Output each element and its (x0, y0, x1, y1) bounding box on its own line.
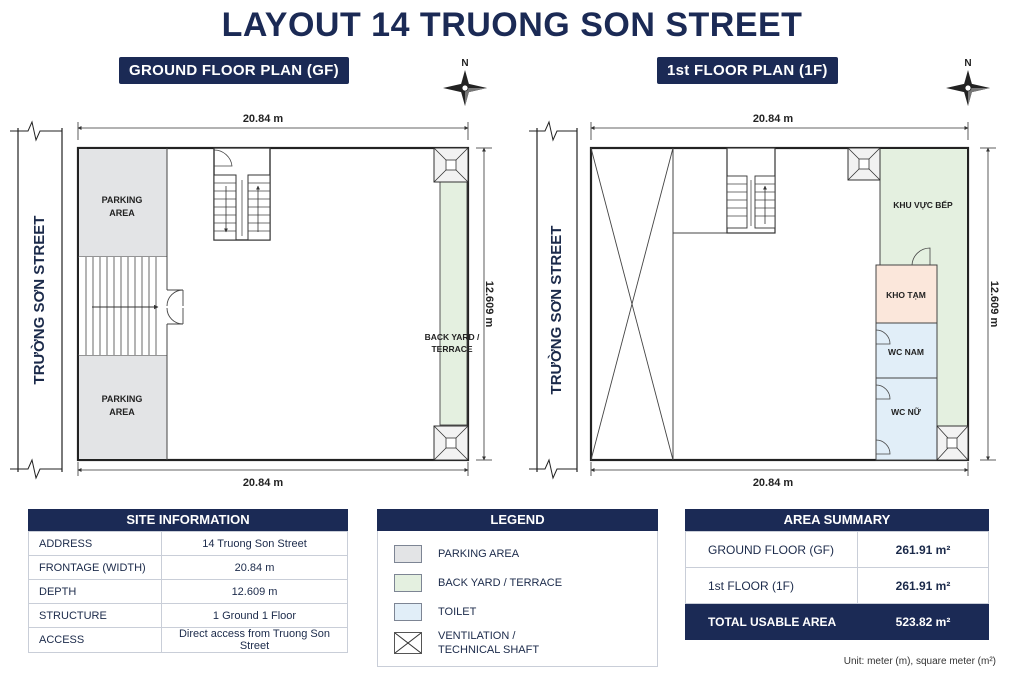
ff-wc-male-label: WC NAM (888, 347, 924, 357)
ff-street-label: TRƯỜNG SƠN STREET (547, 225, 565, 395)
site-info-key: STRUCTURE (29, 604, 162, 628)
gf-parking-top-label-2: AREA (109, 208, 135, 218)
ff-kitchen-label: KHU VỰC BẾP (893, 200, 953, 210)
site-info-panel (28, 509, 348, 653)
legend-swatch-toilet (394, 603, 422, 621)
site-info-value: 20.84 m (162, 556, 348, 580)
site-info-value: Direct access from Truong Son Street (162, 628, 348, 653)
table-row (29, 556, 348, 580)
table-row (29, 580, 348, 604)
gf-shaft-bottom (434, 426, 468, 460)
site-info-key: ADDRESS (29, 532, 162, 556)
total-row (686, 604, 989, 640)
ff-shaft-bottom (937, 426, 968, 460)
legend-swatch-shaft-icon (394, 632, 422, 654)
site-info-key: FRONTAGE (WIDTH) (29, 556, 162, 580)
legend-item (394, 603, 476, 621)
legend-swatch-backyard (394, 574, 422, 592)
ground-floor-plan (10, 58, 495, 489)
ff-north-label: N (964, 58, 972, 69)
gf-entrance-steps (79, 257, 167, 355)
site-info-key: DEPTH (29, 580, 162, 604)
table-row (686, 568, 989, 604)
legend-label: BACK YARD / TERRACE (438, 577, 563, 589)
area-summary-heading: AREA SUMMARY (685, 509, 989, 531)
ff-storage-label: KHO TẠM (886, 290, 926, 300)
legend-heading: LEGEND (377, 509, 658, 531)
legend-label: VENTILATION / (438, 630, 516, 642)
table-row (29, 532, 348, 556)
table-row (29, 628, 348, 653)
ff-stair (727, 148, 775, 233)
site-info-value: 1 Ground 1 Floor (162, 604, 348, 628)
site-info-table (28, 531, 348, 653)
area-summary-panel (685, 509, 989, 640)
ff-dim-top: 20.84 m (752, 113, 794, 125)
first-floor-plan (529, 58, 1000, 489)
area-key: GROUND FLOOR (GF) (686, 532, 858, 568)
legend-label: TOILET (438, 606, 477, 618)
gf-dim-bottom: 20.84 m (242, 477, 284, 489)
page-title: LAYOUT 14 TRUONG SON STREET (221, 6, 803, 44)
ff-dim-side: 12.609 m (988, 280, 1001, 328)
gf-stair (214, 148, 270, 240)
ff-wc-female (876, 378, 937, 460)
total-key: TOTAL USABLE AREA (686, 604, 858, 640)
area-value: 261.91 m² (858, 568, 989, 604)
area-summary-table (685, 531, 989, 640)
total-value: 523.82 m² (858, 604, 989, 640)
gf-parking-top-label-1: PARKING (101, 195, 143, 205)
gf-north-label: N (461, 58, 469, 69)
site-info-key: ACCESS (29, 628, 162, 653)
unit-note: Unit: meter (m), square meter (m²) (843, 656, 996, 667)
table-row (686, 532, 989, 568)
legend-item (394, 629, 539, 657)
gf-street-label: TRƯỜNG SƠN STREET (30, 215, 48, 385)
ff-shaft-top (848, 148, 880, 180)
legend-item (394, 545, 519, 563)
first-floor-heading: 1st FLOOR PLAN (1F) (657, 57, 838, 84)
site-info-value: 12.609 m (162, 580, 348, 604)
gf-parking-bottom-label-2: AREA (109, 407, 135, 417)
ff-north-arrow-icon (946, 70, 990, 106)
site-info-value: 14 Truong Son Street (162, 532, 348, 556)
legend-label-line2: TECHNICAL SHAFT (438, 644, 540, 656)
legend-item (394, 574, 562, 592)
table-row (29, 604, 348, 628)
gf-north-arrow-icon (443, 70, 487, 106)
ff-dim-bottom: 20.84 m (752, 477, 794, 489)
legend-swatch-parking (394, 545, 422, 563)
gf-dim-top: 20.84 m (242, 113, 284, 125)
gf-dim-side: 12.609 m (483, 280, 496, 328)
gf-backyard-label-2: TERRACE (431, 344, 473, 354)
gf-parking-bottom-label-1: PARKING (101, 394, 143, 404)
area-key: 1st FLOOR (1F) (686, 568, 858, 604)
ground-floor-heading: GROUND FLOOR PLAN (GF) (119, 57, 349, 84)
gf-backyard-label-1: BACK YARD / (424, 332, 480, 342)
gf-shaft-top (434, 148, 468, 182)
ff-wc-female-label: WC NỮ (891, 407, 921, 417)
legend-label: PARKING AREA (438, 548, 520, 560)
legend-panel (377, 509, 658, 667)
area-value: 261.91 m² (858, 532, 989, 568)
gf-backyard (440, 182, 467, 425)
site-info-heading: SITE INFORMATION (28, 509, 348, 531)
